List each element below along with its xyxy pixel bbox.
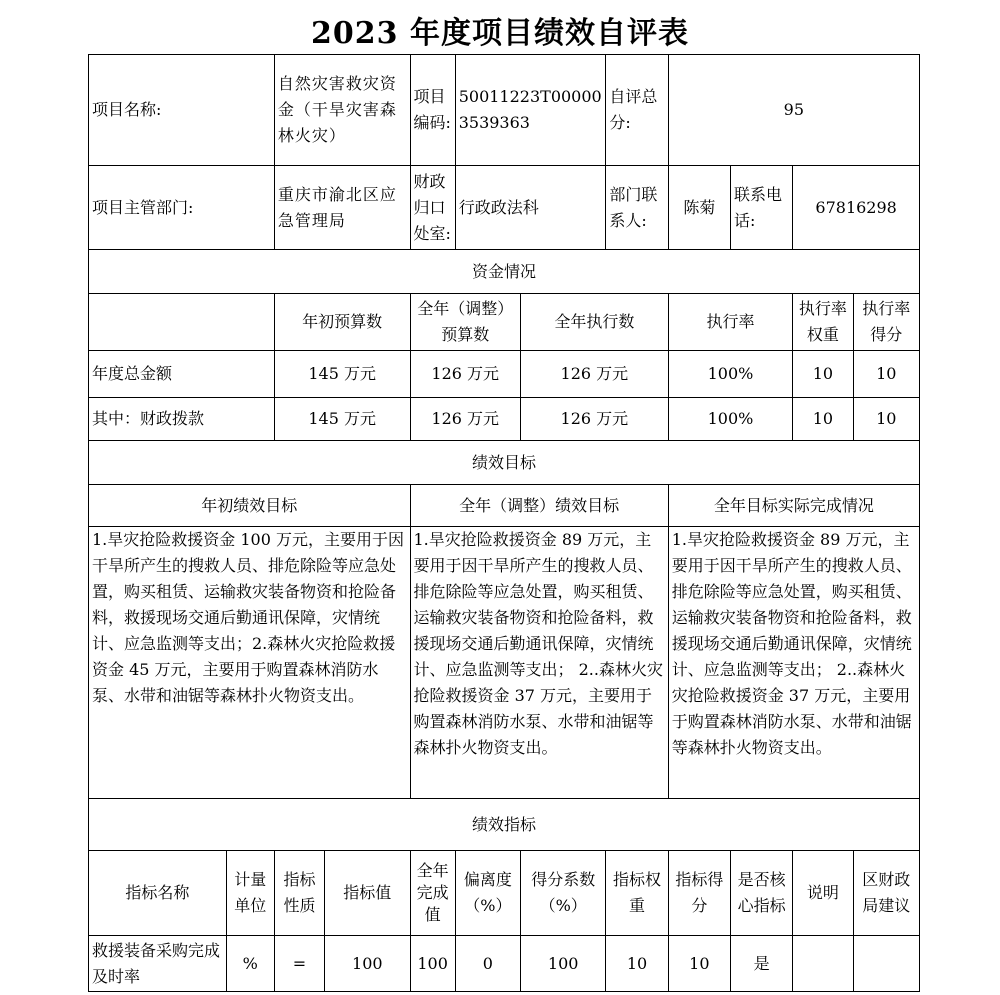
phone-value: 67816298: [793, 166, 920, 250]
funds-adjusted-value: 126 万元: [410, 398, 521, 441]
funds-initial-value: 145 万元: [274, 398, 410, 441]
ind-completed: 100: [410, 936, 455, 992]
ind-header-nature: 指标性质: [274, 851, 324, 936]
funds-rate-value: 100%: [668, 398, 793, 441]
funds-header-score: 执行率得分: [853, 294, 919, 351]
dept-label: 项目主管部门:: [89, 166, 275, 250]
ind-core: 是: [730, 936, 792, 992]
funds-header-executed: 全年执行数: [521, 294, 669, 351]
page-title: 2023 年度项目绩效自评表: [311, 16, 689, 51]
funds-executed-value: 126 万元: [521, 398, 669, 441]
goals-actual-text: 1.旱灾抢险救援资金 89 万元，主要用于因干旱所产生的搜救人员、排危除险等应急处置，购买租赁、运输救灾装备物资和抢险备料，救援现场交通后勤通讯保障，灾情统计、应急监测等支出； 2..森林火灾抢险救援资金 37 万元，主要用于购置森林消防水泵、水带和油锯等森林扑火物资支出。: [668, 527, 919, 799]
funds-initial-value: 145 万元: [274, 351, 410, 398]
phone-label: 联系电话:: [730, 166, 792, 250]
ind-note: [793, 936, 853, 992]
funds-row-label: 年度总金额: [89, 351, 275, 398]
contact-person-value: 陈菊: [668, 166, 730, 250]
funds-header-row: [89, 294, 920, 351]
goals-content-row: [89, 527, 920, 799]
self-score-label: 自评总分:: [606, 55, 668, 166]
project-code-value: 50011223T000003539363: [455, 55, 606, 166]
ind-header-target: 指标值: [325, 851, 410, 936]
project-name-value: 自然灾害救灾资金（干旱灾害森林火灾）: [274, 55, 410, 166]
goals-adjusted-text: 1.旱灾抢险救援资金 89 万元，主要用于因干旱所产生的搜救人员、排危除险等应急处置，购买租赁、运输救灾装备物资和抢险备料，救援现场交通后勤通讯保障，灾情统计、应急监测等支出； 2..森林火灾抢险救援资金 37 万元，主要用于购置森林消防水泵、水带和油锯等森林扑火物资支出。: [410, 527, 668, 799]
funds-executed-value: 126 万元: [521, 351, 669, 398]
funds-score-value: 10: [853, 398, 919, 441]
ind-header-weight: 指标权重: [606, 851, 668, 936]
funds-score-value: 10: [853, 351, 919, 398]
ind-deviation: 0: [455, 936, 520, 992]
info-row-project: [89, 55, 920, 166]
table-row: [89, 936, 920, 992]
funds-header-adjusted: 全年（调整）预算数: [410, 294, 521, 351]
goals-header-row: [89, 485, 920, 527]
project-name-label: 项目名称:: [89, 55, 275, 166]
funds-rate-value: 100%: [668, 351, 793, 398]
self-score-value: 95: [668, 55, 919, 166]
goals-section-title: 绩效目标: [89, 441, 920, 485]
goals-header-adjusted: 全年（调整）绩效目标: [410, 485, 668, 527]
ind-unit: %: [226, 936, 274, 992]
ind-header-advice: 区财政局建议: [853, 851, 919, 936]
funds-weight-value: 10: [793, 398, 853, 441]
ind-header-score: 指标得分: [668, 851, 730, 936]
funds-header-weight: 执行率权重: [793, 294, 853, 351]
indicators-header-row: [89, 851, 920, 936]
funds-header-rate: 执行率: [668, 294, 793, 351]
info-row-dept: [89, 166, 920, 250]
ind-weight: 10: [606, 936, 668, 992]
ind-name: 救援装备采购完成及时率: [89, 936, 227, 992]
goals-header-initial: 年初绩效目标: [89, 485, 411, 527]
ind-header-core: 是否核心指标: [730, 851, 792, 936]
funds-weight-value: 10: [793, 351, 853, 398]
funds-adjusted-value: 126 万元: [410, 351, 521, 398]
funds-row-fiscal: [89, 398, 920, 441]
ind-target: 100: [325, 936, 410, 992]
funds-header-blank: [89, 294, 275, 351]
ind-header-completed: 全年完成值: [410, 851, 455, 936]
funds-section-title: 资金情况: [89, 250, 920, 294]
finance-office-value: 行政政法科: [455, 166, 606, 250]
funds-row-total: [89, 351, 920, 398]
ind-header-note: 说明: [793, 851, 853, 936]
ind-header-coef: 得分系数（%）: [521, 851, 606, 936]
ind-nature: =: [274, 936, 324, 992]
goals-header-actual: 全年目标实际完成情况: [668, 485, 919, 527]
indicators-section-title: 绩效指标: [89, 799, 920, 851]
ind-header-unit: 计量单位: [226, 851, 274, 936]
ind-advice: [853, 936, 919, 992]
dept-value: 重庆市渝北区应急管理局: [274, 166, 410, 250]
project-code-label: 项目编码:: [410, 55, 455, 166]
contact-person-label: 部门联系人:: [606, 166, 668, 250]
finance-office-label: 财政归口处室:: [410, 166, 455, 250]
ind-header-name: 指标名称: [89, 851, 227, 936]
funds-header-initial: 年初预算数: [274, 294, 410, 351]
ind-score: 10: [668, 936, 730, 992]
funds-row-label: 其中：财政拨款: [89, 398, 275, 441]
evaluation-table: [88, 54, 920, 992]
goals-initial-text: 1.旱灾抢险救援资金 100 万元，主要用于因干旱所产生的搜救人员、排危除险等应急处置，购买租赁、运输救灾装备物资和抢险备料，救援现场交通后勤通讯保障，灾情统计、应急监测等支出；2.森林火灾抢险救援资金 45 万元，主要用于购置森林消防水泵、水带和油锯等森林扑火物资支出。: [89, 527, 411, 799]
ind-coef: 100: [521, 936, 606, 992]
ind-header-deviation: 偏离度（%）: [455, 851, 520, 936]
